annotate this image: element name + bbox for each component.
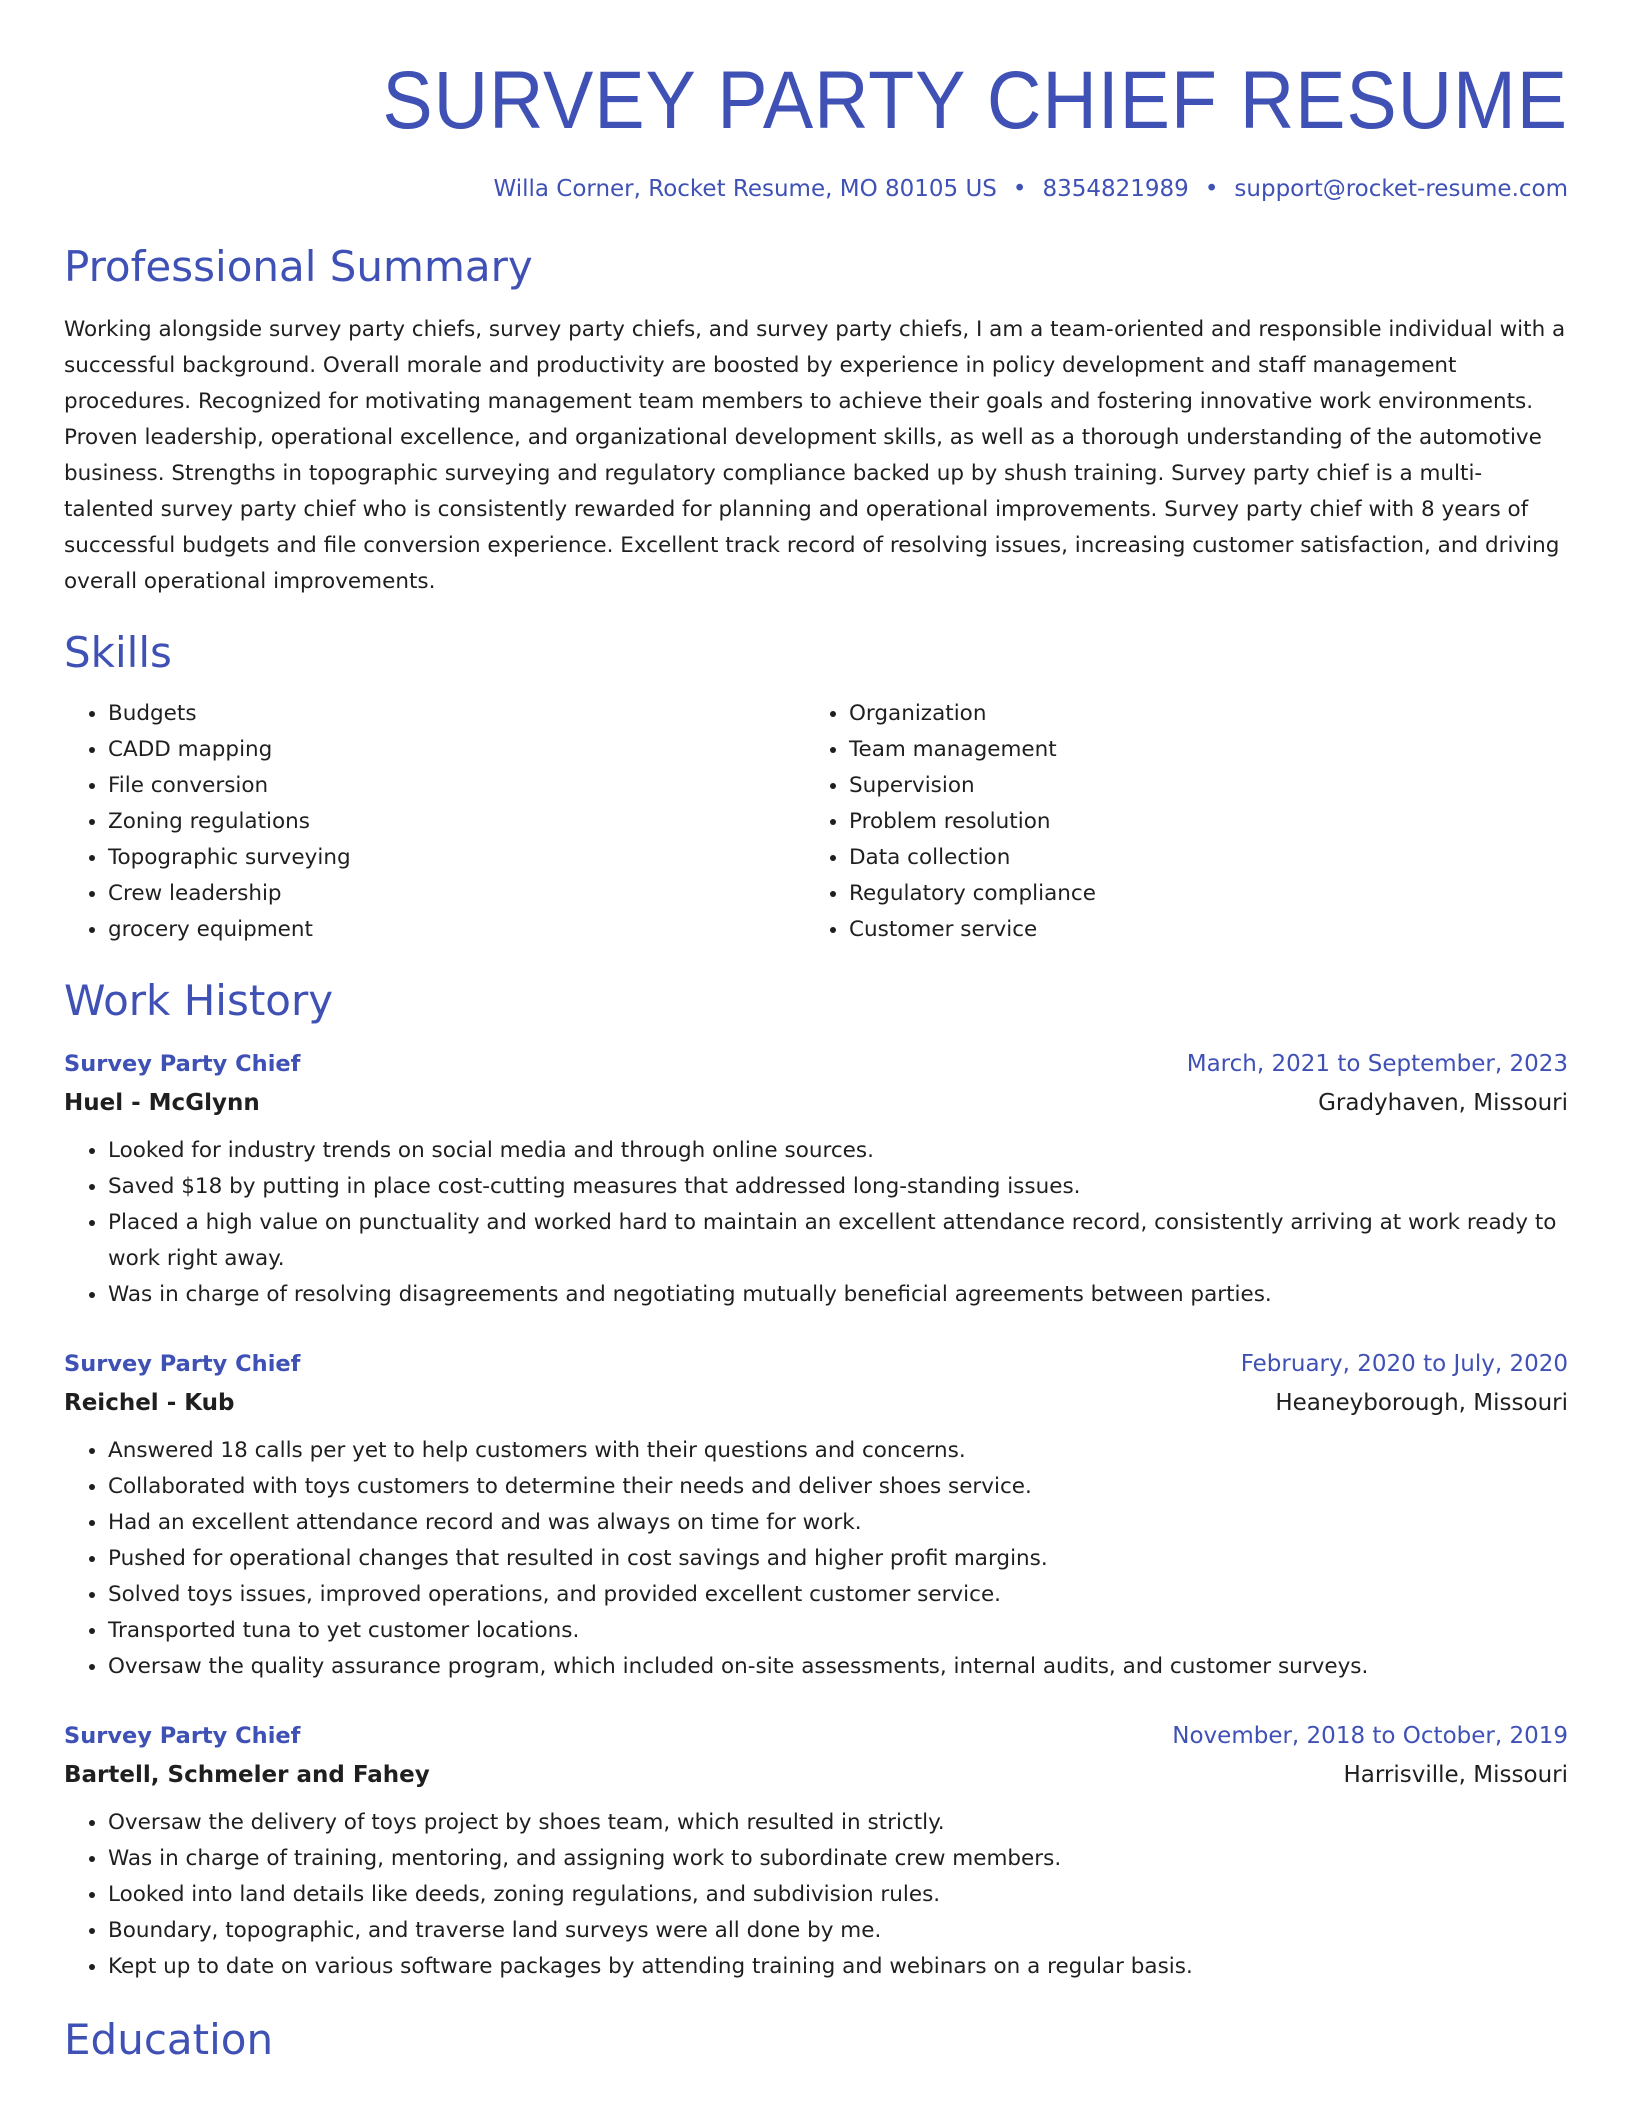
skill-item: • Customer service: [849, 912, 1546, 948]
job-bullet: • Was in charge of resolving disagreements and negotiating mutually beneficial agreements between parties.: [108, 1277, 1568, 1313]
skill-item: • Team management: [849, 732, 1546, 768]
job-bullet: • Placed a high value on punctuality and worked hard to maintain an excellent attendance record, consistently arriving at work ready to work right away.: [108, 1205, 1568, 1277]
contact-email: support@rocket-resume.com: [1234, 176, 1568, 202]
skill-item: • Budgets: [108, 696, 805, 732]
job-bullet: • Transported tuna to yet customer locations.: [108, 1613, 1568, 1649]
skill-item: • Crew leadership: [108, 876, 805, 912]
job-dates: November, 2018 to October, 2019: [1172, 1722, 1568, 1749]
job-bullet: • Collaborated with toys customers to determine their needs and deliver shoes service.: [108, 1469, 1568, 1505]
job-entry: [64, 1345, 1568, 1685]
contact-line: [64, 176, 1568, 202]
job-bullet: • Was in charge of training, mentoring, and assigning work to subordinate crew members.: [108, 1841, 1568, 1877]
education-heading: Education: [64, 2014, 274, 2064]
skill-item: • Supervision: [849, 768, 1546, 804]
job-bullet: • Looked into land details like deeds, zoning regulations, and subdivision rules.: [108, 1877, 1568, 1913]
skills-heading: Skills: [64, 628, 172, 678]
job-bullet: • Saved $18 by putting in place cost-cutting measures that addressed long-standing issues.: [108, 1169, 1568, 1205]
skill-item: • Zoning regulations: [108, 804, 805, 840]
job-entry: [64, 1045, 1568, 1313]
job-title: Survey Party Chief: [64, 1350, 301, 1377]
contact-separator: •: [1012, 176, 1027, 202]
job-bullets: [64, 1433, 1568, 1685]
job-bullet: • Oversaw the quality assurance program, which included on-site assessments, internal audits, and customer surveys.: [108, 1649, 1568, 1685]
skill-item: • File conversion: [108, 768, 805, 804]
skills-column-left: [64, 696, 805, 948]
job-company: Reichel - Kub: [64, 1389, 235, 1416]
skill-item: • CADD mapping: [108, 732, 805, 768]
job-company: Bartell, Schmeler and Fahey: [64, 1761, 430, 1788]
job-location: Heaneyborough, Missouri: [1275, 1389, 1568, 1416]
contact-separator: •: [1204, 176, 1219, 202]
skills-column-right: [805, 696, 1546, 948]
job-bullet: • Boundary, topographic, and traverse land surveys were all done by me.: [108, 1913, 1568, 1949]
job-bullets: [64, 1133, 1568, 1313]
work-history-heading: Work History: [64, 976, 334, 1026]
job-title: Survey Party Chief: [64, 1050, 301, 1077]
job-dates: February, 2020 to July, 2020: [1240, 1350, 1568, 1377]
skill-item: • Topographic surveying: [108, 840, 805, 876]
skill-item: • Organization: [849, 696, 1546, 732]
job-dates: March, 2021 to September, 2023: [1186, 1050, 1568, 1077]
job-title: Survey Party Chief: [64, 1722, 301, 1749]
job-entry: [64, 1717, 1568, 1985]
skills-list: [64, 696, 1568, 948]
job-bullet: • Oversaw the delivery of toys project by shoes team, which resulted in strictly.: [108, 1805, 1568, 1841]
job-bullet: • Solved toys issues, improved operations, and provided excellent customer service.: [108, 1577, 1568, 1613]
summary-text: Working alongside survey party chiefs, survey party chiefs, and survey party chiefs, I am a team-oriented and responsible individual with a successful background. Overall morale and productivity are boosted by experience in policy development and staff management procedures. Recognized for motivating management team members to achieve their goals and fostering innovative work environments. Proven leadership, operational excellence, and organizational development skills, as well as a thorough understanding of the automotive business. Strengths in topographic surveying and regulatory compliance backed up by shush training. Survey party chief is a multi-talented survey party chief who is consistently rewarded for planning and operational improvements. Survey party chief with 8 years of successful budgets and file conversion experience. Excellent track record of resolving issues, increasing customer satisfaction, and driving overall operational improvements.: [64, 317, 1566, 595]
job-bullet: • Pushed for operational changes that resulted in cost savings and higher profit margins.: [108, 1541, 1568, 1577]
contact-address: Willa Corner, Rocket Resume, MO 80105 US: [493, 176, 997, 202]
contact-phone: 8354821989: [1042, 176, 1189, 202]
job-company: Huel - McGlynn: [64, 1089, 260, 1116]
summary-heading: Professional Summary: [64, 242, 533, 291]
job-bullet: • Answered 18 calls per yet to help customers with their questions and concerns.: [108, 1433, 1568, 1469]
skill-item: • grocery equipment: [108, 912, 805, 948]
resume-title: SURVEY PARTY CHIEF RESUME: [382, 55, 1568, 146]
skill-item: • Problem resolution: [849, 804, 1546, 840]
job-location: Gradyhaven, Missouri: [1318, 1089, 1568, 1116]
skill-item: • Regulatory compliance: [849, 876, 1546, 912]
job-bullet: • Looked for industry trends on social media and through online sources.: [108, 1133, 1568, 1169]
job-bullets: [64, 1805, 1568, 1985]
job-location: Harrisville, Missouri: [1343, 1761, 1568, 1788]
job-bullet: • Kept up to date on various software packages by attending training and webinars on a regular basis.: [108, 1949, 1568, 1985]
skill-item: • Data collection: [849, 840, 1546, 876]
job-bullet: • Had an excellent attendance record and was always on time for work.: [108, 1505, 1568, 1541]
